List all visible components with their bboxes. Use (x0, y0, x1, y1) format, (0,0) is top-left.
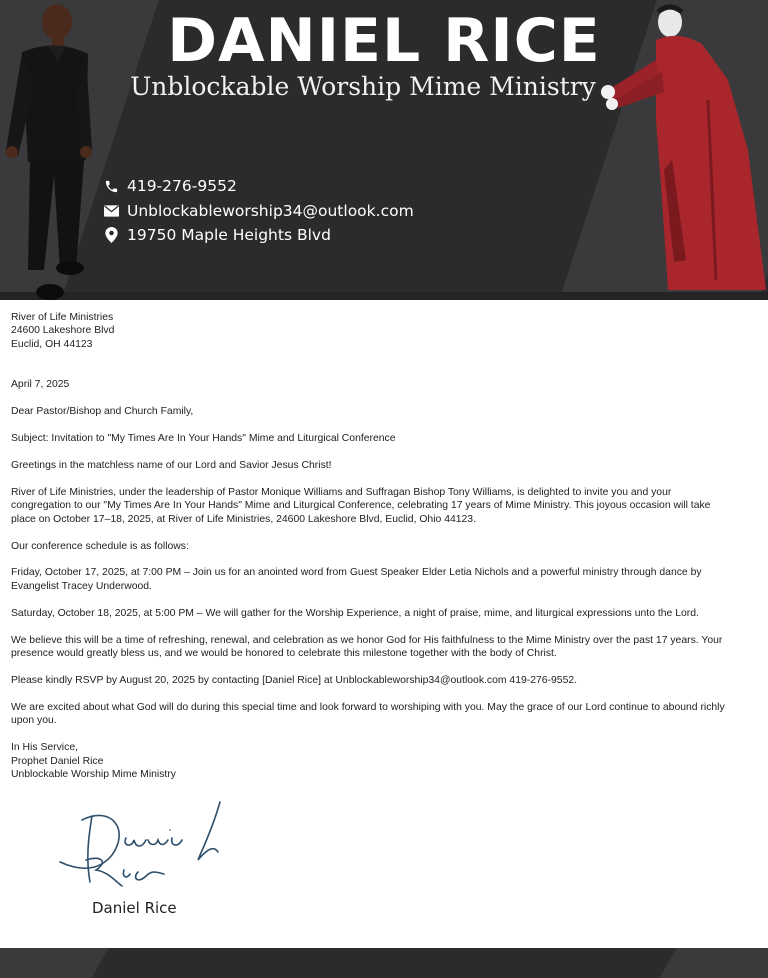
contact-address: 19750 Maple Heights Blvd (127, 226, 331, 245)
signature-printed-name: Daniel Rice (92, 899, 177, 917)
mail-icon (103, 203, 119, 219)
letter-schedule-saturday: Saturday, October 18, 2025, at 5:00 PM – We will gather for the Worship Experience, a night of praise, mime, and liturgical expressions unto the Lord. (11, 607, 699, 619)
recipient-line: River of Life Ministries (11, 312, 114, 323)
letterhead-name: DANIEL RICE (167, 6, 601, 76)
contact-address-row (103, 223, 414, 248)
letter-belief-paragraph: We believe this will be a time of refreshing, renewal, and celebration as we honor God for His faithfulness to the Mime Ministry over the past 17 years. Your presence would greatly bless us, and we would be honored to celebrate this milestone together with the body of Christ. (11, 634, 723, 660)
contact-email-row (103, 199, 414, 224)
letter-greeting: Greetings in the matchless name of our Lord and Savior Jesus Christ! (11, 459, 332, 471)
contact-phone: 419-276-9552 (127, 177, 237, 196)
recipient-address (11, 311, 729, 351)
letter-signer: Prophet Daniel Rice (11, 755, 104, 767)
letter-schedule-friday: Friday, October 17, 2025, at 7:00 PM – Join us for an anointed word from Guest Speaker Elder Letia Nichols and a powerful ministry through dance by Evangelist Tracey Underwood. (11, 567, 702, 592)
contact-email: Unblockableworship34@outlook.com (127, 201, 414, 220)
letter-intro-paragraph: River of Life Ministries, under the leadership of Pastor Monique Williams and Suffragan Bishop Tony Williams, is delighted to invite you and your congregation to our "My Times Are In Your Hands" Mime and Liturgical Conference, celebrating 17 years of Mime Ministry. This joyous occasion will take place on October 17–18, 2025, at River of Life Ministries, 24600 Lakeshore Blvd, Euclid, Ohio 44123. (11, 486, 711, 525)
recipient-line: Euclid, OH 44123 (11, 338, 93, 350)
letter-subject: Subject: Invitation to "My Times Are In Your Hands" Mime and Liturgical Conference (11, 433, 396, 445)
footer-stripe-left (0, 948, 109, 978)
handwritten-signature (52, 800, 232, 895)
footer-stripe-right (659, 948, 768, 978)
letter-date: April 7, 2025 (11, 379, 70, 391)
contact-phone-row (103, 174, 414, 199)
contact-block (103, 174, 414, 248)
letterhead-banner (0, 0, 768, 300)
letter-rsvp: Please kindly RSVP by August 20, 2025 by contacting [Daniel Rice] at Unblockableworship34@outlook.com 419-276-9552. (11, 675, 578, 686)
letter-closing: In His Service, (11, 742, 78, 754)
letterhead-subtitle: Unblockable Worship Mime Ministry (130, 72, 596, 101)
letter-ministry: Unblockable Worship Mime Ministry (11, 769, 176, 781)
letterhead-footer (0, 948, 768, 978)
letter-schedule-intro: Our conference schedule is as follows: (11, 540, 189, 552)
letter-body (11, 311, 729, 781)
recipient-line: 24600 Lakeshore Blvd (11, 325, 115, 337)
letter-salutation: Dear Pastor/Bishop and Church Family, (11, 406, 194, 418)
letter-closing-paragraph: We are excited about what God will do during this special time and look forward to worshiping with you. May the grace of our Lord continue to abound richly upon you. (11, 701, 725, 727)
location-pin-icon (103, 227, 119, 243)
phone-icon (103, 178, 119, 194)
